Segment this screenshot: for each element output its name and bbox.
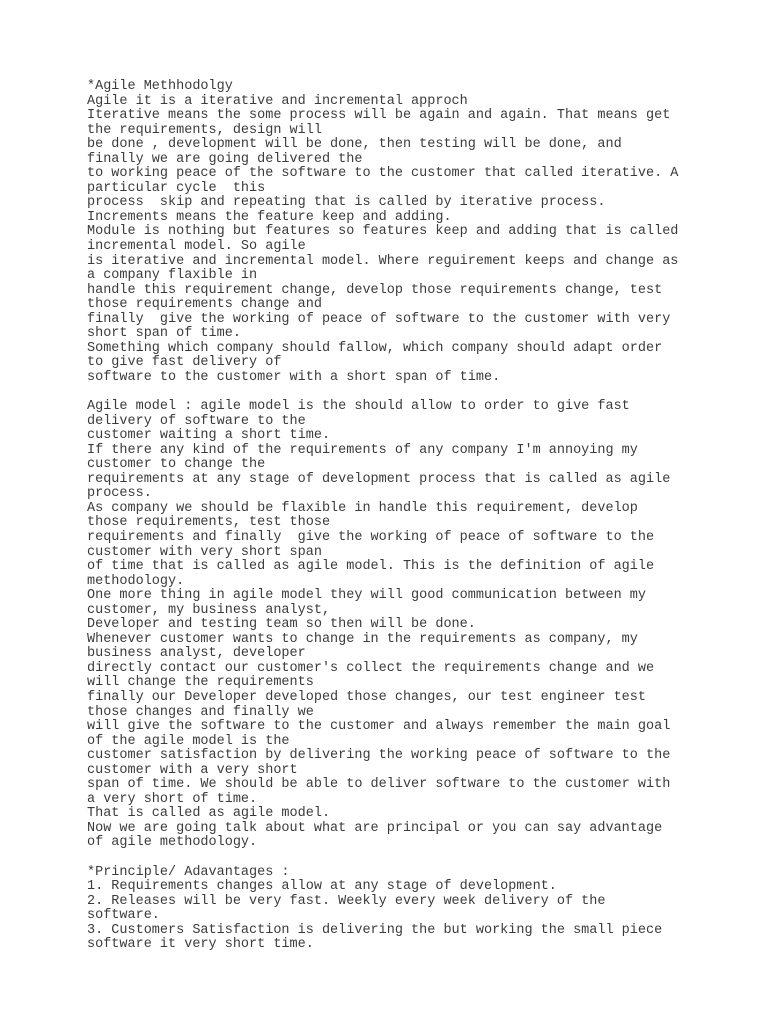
text-line: customer with a very short: [87, 762, 298, 778]
text-line: Developer and testing team so then will be done.: [87, 617, 476, 633]
text-line: finally give the working of peace of software to the customer with very: [87, 311, 671, 327]
document-lines: [87, 80, 687, 953]
text-line: customer waiting a short time.: [87, 428, 331, 444]
text-line: Something which company should fallow, which company should adapt order: [87, 340, 663, 356]
text-line: Module is nothing but features so features keep and adding that is called: [87, 224, 679, 240]
text-line: customer, my business analyst,: [87, 602, 331, 618]
text-line: of time that is called as agile model. This is the definition of agile: [87, 559, 655, 575]
text-line: incremental model. So agile: [87, 239, 306, 255]
text-line: business analyst, developer: [87, 646, 306, 662]
text-line: of the agile model is the: [87, 733, 290, 749]
text-line: software it very short time.: [87, 937, 314, 953]
text-line: process skip and repeating that is called by iterative process.: [87, 195, 606, 211]
text-line: As company we should be flaxible in handle this requirement, develop: [87, 500, 638, 516]
text-line: of agile methodology.: [87, 835, 258, 851]
document-text: [87, 80, 687, 953]
text-line: will give the software to the customer and always remember the main goal: [87, 719, 671, 735]
text-line: a very short of time.: [87, 791, 258, 807]
text-line: to give fast delivery of: [87, 355, 282, 371]
text-line: the requirements, design will: [87, 122, 322, 138]
text-line: Agile model : agile model is the should allow to order to give fast: [87, 399, 630, 415]
text-line: span of time. We should be able to deliver software to the customer with: [87, 777, 671, 793]
text-line: If there any kind of the requirements of any company I'm annoying my: [87, 442, 638, 458]
text-line: handle this requirement change, develop those requirements change, test: [87, 282, 663, 298]
text-line: [87, 851, 687, 866]
text-line: customer satisfaction by delivering the working peace of software to the: [87, 748, 671, 764]
text-line: 1. Requirements changes allow at any stage of development.: [87, 879, 557, 895]
text-line: short span of time.: [87, 326, 241, 342]
text-line: Whenever customer wants to change in the requirements as company, my: [87, 631, 638, 647]
text-line: One more thing in agile model they will good communication between my: [87, 588, 646, 604]
text-line: software to the customer with a short span of time.: [87, 369, 501, 385]
text-line: a company flaxible in: [87, 268, 258, 284]
text-line: be done , development will be done, then testing will be done, and: [87, 137, 622, 153]
text-line: That is called as agile model.: [87, 806, 331, 822]
text-line: requirements at any stage of development process that is called as agile: [87, 471, 671, 487]
text-line: those requirements change and: [87, 297, 322, 313]
text-line: to working peace of the software to the customer that called iterative. A: [87, 166, 679, 182]
text-line: methodology.: [87, 573, 185, 589]
text-line: process.: [87, 486, 152, 502]
text-line: Agile it is a iterative and incremental approch: [87, 93, 468, 109]
text-line: customer to change the: [87, 457, 266, 473]
text-line: will change the requirements: [87, 675, 314, 691]
text-line: directly contact our customer's collect the requirements change and we: [87, 660, 655, 676]
text-line: particular cycle this: [87, 180, 266, 196]
text-line: *Principle/ Adavantages :: [87, 864, 290, 880]
text-line: software.: [87, 908, 160, 924]
text-line: [87, 385, 687, 400]
text-line: Increments means the feature keep and adding.: [87, 209, 452, 225]
text-line: Now we are going talk about what are principal or you can say advantage: [87, 820, 663, 836]
text-line: Iterative means the some process will be again and again. That means get: [87, 108, 671, 124]
text-line: those requirements, test those: [87, 515, 331, 531]
text-line: customer with very short span: [87, 544, 322, 560]
text-line: those changes and finally we: [87, 704, 314, 720]
text-line: is iterative and incremental model. Where reguirement keeps and change as: [87, 253, 679, 269]
text-line: 3. Customers Satisfaction is delivering the but working the small piece: [87, 922, 663, 938]
text-line: finally we are going delivered the: [87, 151, 363, 167]
text-line: requirements and finally give the working of peace of software to the: [87, 529, 655, 545]
text-line: 2. Releases will be very fast. Weekly every week delivery of the: [87, 893, 606, 909]
text-line: finally our Developer developed those changes, our test engineer test: [87, 689, 646, 705]
text-line: delivery of software to the: [87, 413, 306, 429]
text-line: *Agile Methhodolgy: [87, 79, 233, 94]
